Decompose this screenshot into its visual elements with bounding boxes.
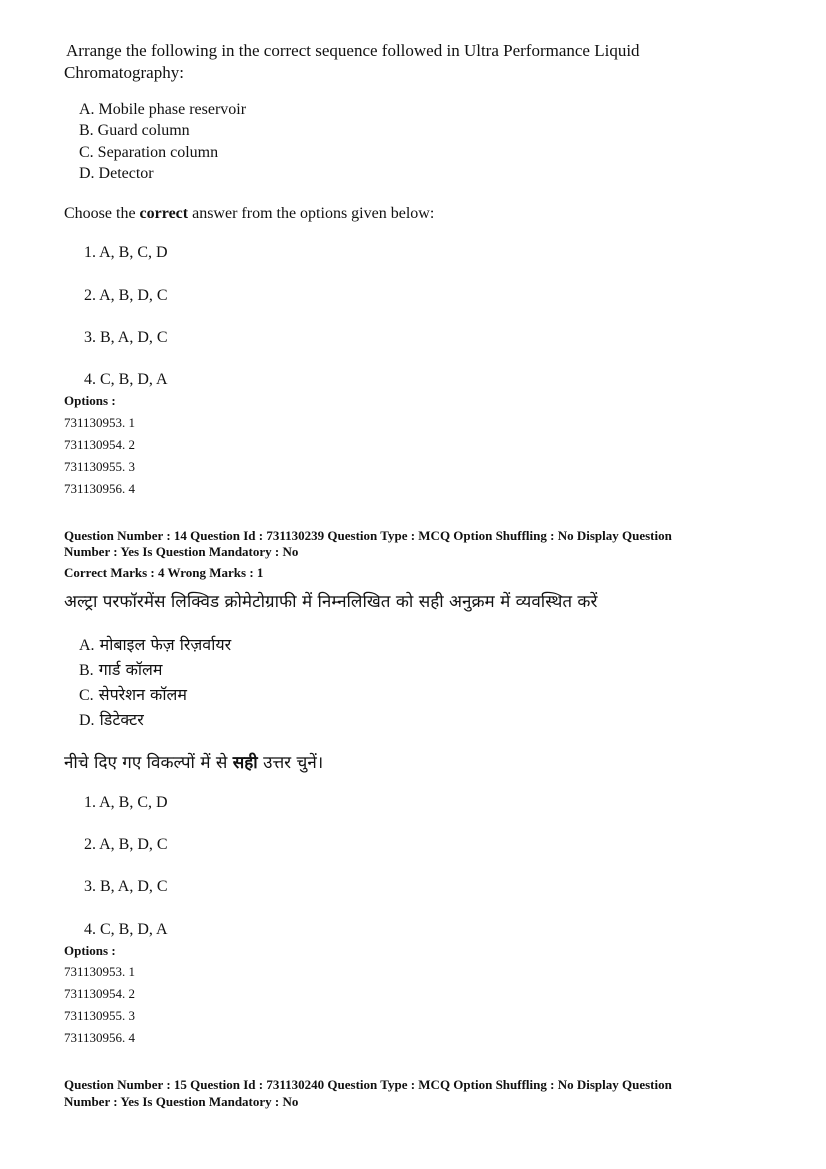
q14-hindi-item-d: D. डिटेक्टर <box>79 710 144 729</box>
q13-option-id-1: 731130953. 1 <box>64 415 136 430</box>
q14-marks: Correct Marks : 4 Wrong Marks : 1 <box>64 565 264 580</box>
q13-item-a: A. Mobile phase reservoir <box>79 101 247 118</box>
q14-meta-line2: Number : Yes Is Question Mandatory : No <box>64 544 299 559</box>
q14-meta-line1: Question Number : 14 Question Id : 731130239 Question Type : MCQ Option Shuffling : No Display Question <box>64 528 672 543</box>
q14-option-id-4: 731130956. 4 <box>64 1030 136 1045</box>
q13-item-c: C. Separation column <box>79 144 219 161</box>
q13-option-id-2: 731130954. 2 <box>64 437 136 452</box>
q13-options-label: Options : <box>64 393 116 408</box>
q13-answer-4: 4. C, B, D, A <box>84 371 168 388</box>
q13-stem-line2: Chromatography: <box>64 63 184 82</box>
q14-option-id-1: 731130953. 1 <box>64 964 136 979</box>
q15-meta-line2: Number : Yes Is Question Mandatory : No <box>64 1094 299 1109</box>
q13-option-id-3: 731130955. 3 <box>64 459 136 474</box>
q14-hindi-choose-instruction: नीचे दिए गए विकल्पों में से सही उत्तर चुनें। <box>64 753 324 773</box>
q15-meta-line1: Question Number : 15 Question Id : 731130240 Question Type : MCQ Option Shuffling : No Display Question <box>64 1077 672 1092</box>
q13-option-id-4: 731130956. 4 <box>64 481 136 496</box>
q13-answer-1: 1. A, B, C, D <box>84 244 168 261</box>
q14-hindi-stem: अल्ट्रा परफॉरमेंस लिक्विड क्रोमेटोग्राफी में निम्नलिखित को सही अनुक्रम में व्यवस्थित करें <box>64 592 598 612</box>
q14-answer-2: 2. A, B, D, C <box>84 836 168 853</box>
q14-hindi-item-b: B. गार्ड कॉलम <box>79 660 163 679</box>
q14-answer-1: 1. A, B, C, D <box>84 794 168 811</box>
q13-choose-instruction: Choose the correct answer from the options given below: <box>64 205 435 222</box>
q14-answer-4: 4. C, B, D, A <box>84 921 168 938</box>
q13-answer-2: 2. A, B, D, C <box>84 287 168 304</box>
q14-hindi-item-a: A. मोबाइल फेज़ रिज़र्वायर <box>79 635 232 654</box>
q14-option-id-3: 731130955. 3 <box>64 1008 136 1023</box>
q14-options-label: Options : <box>64 943 116 958</box>
q14-option-id-2: 731130954. 2 <box>64 986 136 1001</box>
q14-hindi-item-c: C. सेपरेशन कॉलम <box>79 685 187 704</box>
q14-answer-3: 3. B, A, D, C <box>84 878 168 895</box>
q13-item-d: D. Detector <box>79 165 154 182</box>
q13-stem-line1: Arrange the following in the correct sequence followed in Ultra Performance Liquid <box>66 41 640 60</box>
q13-item-b: B. Guard column <box>79 122 190 139</box>
q13-answer-3: 3. B, A, D, C <box>84 329 168 346</box>
